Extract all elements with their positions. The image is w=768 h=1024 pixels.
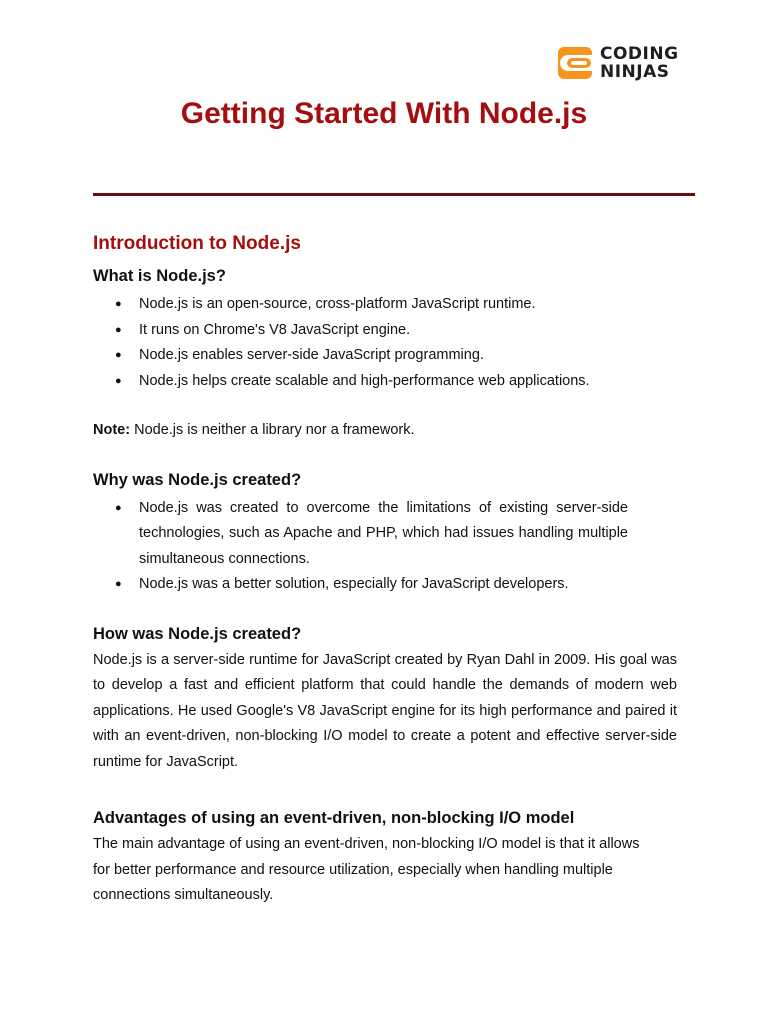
coding-ninjas-logo: [556, 45, 679, 81]
heading-what-is-nodejs: What is Node.js?: [93, 267, 226, 285]
note-text: Node.js is neither a library nor a framework.: [130, 422, 415, 438]
ninja-mask-icon: [556, 45, 594, 81]
why-list: [93, 496, 677, 598]
list-item: ● Node.js was created to overcome the limitations of existing server-side technologies, such as Apache and PHP, which had issues handling multiple simultaneous connections.: [93, 496, 628, 573]
what-is-list: [93, 292, 677, 394]
list-item: ● Node.js enables server-side JavaScript programming.: [93, 343, 628, 369]
section-heading-intro: Introduction to Node.js: [93, 233, 301, 254]
title-divider: [93, 193, 695, 196]
logo-line-1: CODING: [600, 44, 679, 64]
note-paragraph: [93, 418, 677, 444]
list-item: ● Node.js helps create scalable and high-performance web applications.: [93, 369, 628, 395]
page-title: Getting Started With Node.js: [180, 97, 588, 130]
heading-why-created: Why was Node.js created?: [93, 470, 302, 489]
heading-advantages: Advantages of using an event-driven, non-blocking I/O model: [93, 809, 575, 827]
document-body: [93, 230, 677, 909]
how-paragraph: Node.js is a server-side runtime for JavaScript created by Ryan Dahl in 2009. His goal was to develop a fast and efficient platform that could handle the demands of modern web applications. He used Google's V8 JavaScript engine for its high performance and paired it with an event-driven, non-blocking I/O model to create a potent and effective server-side runtime for JavaScript.: [93, 651, 677, 770]
list-item: ● It runs on Chrome's V8 JavaScript engine.: [93, 318, 628, 344]
note-label: Note:: [93, 422, 131, 438]
heading-how-created: How was Node.js created?: [93, 624, 302, 643]
list-item: ● Node.js is an open-source, cross-platform JavaScript runtime.: [93, 292, 628, 318]
advantages-paragraph: The main advantage of using an event-driven, non-blocking I/O model is that it allows for better performance and resource utilization, especially when handling multiple connections simultaneously.: [93, 836, 640, 903]
logo-line-2: NINJAS: [600, 62, 670, 82]
list-item: ● Node.js was a better solution, especially for JavaScript developers.: [93, 572, 628, 598]
logo-wordmark: [600, 45, 679, 81]
